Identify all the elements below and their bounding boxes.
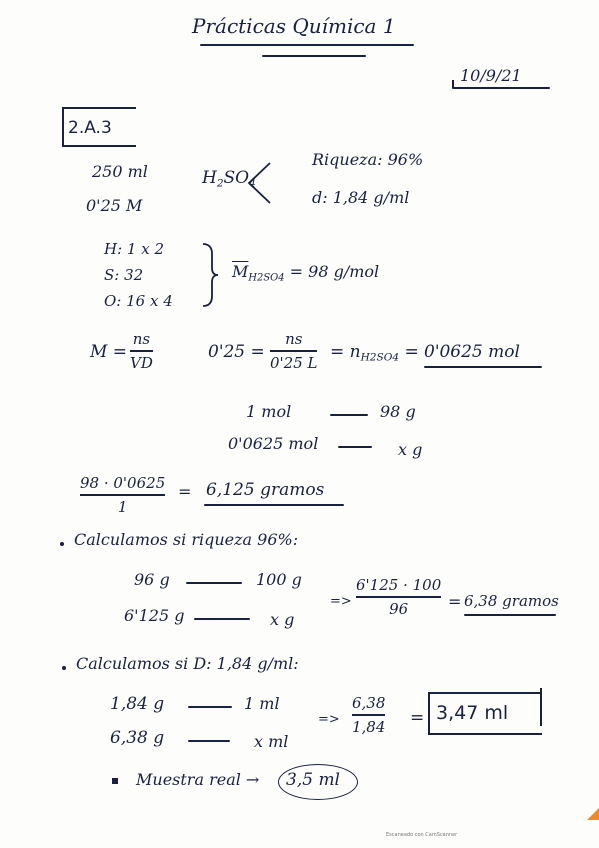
section-bracket-bottom — [62, 145, 136, 147]
rule1-row1-dash — [330, 414, 368, 416]
rule2-row1-right: 100 g — [256, 570, 302, 589]
step-density: Calculamos si D: 1,84 g/ml: — [76, 654, 299, 673]
rule1-row1-right: 98 g — [380, 402, 416, 421]
rule1-row2-dash — [338, 446, 372, 448]
bullet-2 — [62, 666, 66, 670]
molarity-fraction: ns VD — [130, 330, 153, 372]
final-label: Muestra real → — [136, 770, 260, 789]
calc1-lhs: 0'25 = — [208, 342, 265, 362]
title-underline-2 — [262, 55, 366, 57]
bullet-1 — [60, 542, 64, 546]
volume: 250 ml — [92, 162, 148, 181]
page-title: Prácticas Química 1 — [192, 14, 396, 38]
result1-underline — [204, 504, 344, 506]
calc2-value: 6,38 gramos — [464, 592, 559, 610]
rule3-row2-dash — [188, 740, 230, 742]
rule1-row1-left: 1 mol — [246, 402, 292, 421]
result1-eq: = — [178, 482, 192, 501]
calc2-eq: = — [448, 592, 462, 611]
molarity-symbol: M = — [90, 342, 128, 362]
atom-o: O: 16 x 4 — [104, 292, 173, 310]
calc3-fraction: 6,38 1,84 — [352, 694, 386, 736]
date-underline — [452, 87, 550, 89]
molar-mass: $\overline{M}_{H2SO4} = 98$ g/mol — [232, 262, 380, 284]
calc1-n: = $n_{H2SO4}$ = — [330, 342, 419, 364]
final-value: 3,5 ml — [286, 770, 340, 790]
rule2-row2-right: x g — [270, 610, 295, 629]
rule2-row2-dash — [194, 618, 250, 620]
calc2-arrow: => — [330, 594, 352, 609]
result-box-bottom — [428, 733, 542, 735]
angle-bracket — [246, 160, 272, 206]
calc3-arrow: => — [318, 712, 340, 727]
rule2-row1-dash — [186, 582, 242, 584]
page-corner-mark — [587, 808, 599, 820]
section-bracket-top — [62, 107, 136, 109]
scanner-footer: Escaneado con CamScanner — [386, 832, 458, 838]
rule2-row1-left: 96 g — [134, 570, 170, 589]
atom-h: H: 1 x 2 — [104, 240, 164, 258]
rule3-row1-dash — [188, 706, 232, 708]
rule3-row1-right: 1 ml — [244, 694, 280, 713]
richness: Riqueza: 96% — [312, 150, 424, 169]
result-box-top — [428, 692, 542, 694]
calc1-fraction: ns 0'25 L — [270, 330, 318, 372]
rule1-row2-left: 0'0625 mol — [228, 434, 319, 453]
calc3-eq: = — [410, 708, 425, 728]
section-label: 2.A.3 — [68, 118, 112, 138]
rule2-row2-left: 6'125 g — [124, 606, 185, 625]
atom-s: S: 32 — [104, 266, 144, 284]
compound-formula: $H_2SO_4$ — [202, 168, 256, 190]
density: d: 1,84 g/ml — [312, 188, 410, 207]
calc3-value: 3,47 ml — [436, 702, 509, 724]
rule1-row2-right: x g — [398, 440, 423, 459]
result1-fraction: 98 · 0'0625 1 — [80, 474, 166, 516]
calc2-fraction: 6'125 · 100 96 — [356, 576, 442, 618]
rule3-row2-left: 6,38 g — [110, 728, 165, 748]
final-bullet — [112, 778, 118, 784]
calc1-result: 0'0625 mol — [424, 342, 520, 362]
date: 10/9/21 — [460, 66, 522, 85]
step-richness: Calculamos si riqueza 96%: — [74, 530, 299, 549]
result1-value: 6,125 gramos — [206, 480, 325, 500]
title-underline-1 — [200, 44, 414, 46]
rule3-row1-left: 1,84 g — [110, 694, 165, 714]
molarity: 0'25 M — [86, 196, 143, 215]
result-box-right — [540, 688, 542, 726]
rule3-row2-right: x ml — [254, 732, 289, 751]
result-box-left — [428, 692, 430, 734]
section-bracket-left — [62, 107, 64, 147]
curly-brace — [200, 242, 220, 308]
date-corner — [452, 80, 454, 88]
calc1-result-underline — [424, 366, 542, 368]
calc2-underline — [464, 614, 556, 616]
